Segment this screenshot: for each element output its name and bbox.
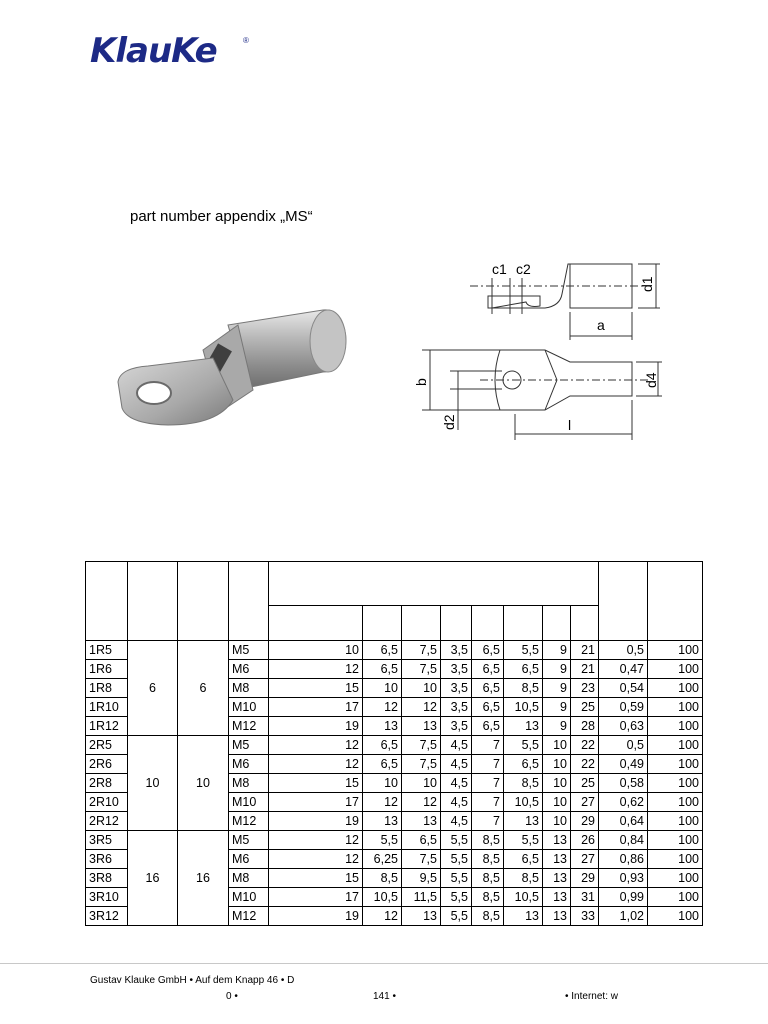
table-cell: 2R6	[86, 755, 128, 774]
table-cell: 10,5	[504, 793, 543, 812]
table-cell: 7,5	[402, 755, 441, 774]
table-cell: 10	[128, 736, 178, 831]
table-cell: M6	[229, 755, 269, 774]
table-cell: 10,5	[363, 888, 402, 907]
table-cell: 6,5	[472, 641, 504, 660]
table-cell: 7,5	[402, 736, 441, 755]
table-cell: 27	[571, 850, 599, 869]
table-cell: 3,5	[441, 641, 472, 660]
table-cell: 5,5	[441, 888, 472, 907]
header-cell	[86, 562, 128, 641]
table-cell: 0,93	[599, 869, 648, 888]
table-cell: 1R6	[86, 660, 128, 679]
table-cell: 5,5	[363, 831, 402, 850]
table-cell: 100	[648, 717, 703, 736]
table-cell: 13	[543, 869, 571, 888]
table-cell: 12	[363, 793, 402, 812]
header-cell	[543, 606, 571, 641]
table-cell: 33	[571, 907, 599, 926]
table-cell: 8,5	[472, 888, 504, 907]
table-cell: 100	[648, 888, 703, 907]
table-cell: M10	[229, 888, 269, 907]
table-cell: M10	[229, 698, 269, 717]
table-cell: 1R10	[86, 698, 128, 717]
table-cell: 6,5	[504, 850, 543, 869]
table-cell: 6	[178, 641, 229, 736]
table-cell: 0,62	[599, 793, 648, 812]
table-cell: 10	[269, 641, 363, 660]
table-cell: 1R12	[86, 717, 128, 736]
table-cell: 10,5	[504, 888, 543, 907]
table-cell: 10	[543, 812, 571, 831]
table-cell: M5	[229, 641, 269, 660]
table-cell: 13	[363, 812, 402, 831]
header-cell	[128, 562, 178, 641]
table-cell: 13	[543, 831, 571, 850]
table-cell: 0,86	[599, 850, 648, 869]
table-cell: 9	[543, 717, 571, 736]
table-cell: 31	[571, 888, 599, 907]
table-row	[86, 641, 703, 660]
table-cell: 12	[402, 698, 441, 717]
table-cell: 6,5	[402, 831, 441, 850]
table-cell: 3R10	[86, 888, 128, 907]
table-cell: 19	[269, 717, 363, 736]
header-cell	[178, 562, 229, 641]
footer-fragment-1: 0 •	[226, 991, 238, 1002]
table-cell: 5,5	[504, 641, 543, 660]
table-cell: 7	[472, 793, 504, 812]
table-cell: M5	[229, 736, 269, 755]
brand-name: KlauKe	[90, 31, 217, 71]
table-cell: 100	[648, 641, 703, 660]
table-cell: 6,5	[363, 641, 402, 660]
table-cell: 8,5	[472, 850, 504, 869]
table-cell: 6,5	[472, 660, 504, 679]
table-cell: 17	[269, 888, 363, 907]
header-cell	[472, 606, 504, 641]
header-cell	[504, 606, 543, 641]
part-number-appendix: part number appendix „MS“	[130, 208, 313, 225]
label-a: a	[597, 317, 605, 333]
table-cell: 0,59	[599, 698, 648, 717]
table-cell: 7	[472, 755, 504, 774]
table-cell: 22	[571, 736, 599, 755]
table-cell: 6,5	[363, 660, 402, 679]
table-cell: 23	[571, 679, 599, 698]
table-cell: 10,5	[504, 698, 543, 717]
table-cell: 100	[648, 679, 703, 698]
table-cell: 5,5	[441, 869, 472, 888]
header-cell	[599, 562, 648, 641]
label-d4: d4	[643, 372, 659, 388]
table-cell: M5	[229, 831, 269, 850]
table-cell: 13	[402, 812, 441, 831]
table-cell: 15	[269, 869, 363, 888]
table-cell: 25	[571, 698, 599, 717]
table-cell: 16	[128, 831, 178, 926]
table-cell: 8,5	[504, 679, 543, 698]
footer-page-number: 141 •	[373, 991, 396, 1002]
label-c1: c1	[492, 261, 507, 277]
footer-internet: • Internet: w	[565, 991, 618, 1002]
table-cell: 12	[402, 793, 441, 812]
table-cell: 3R6	[86, 850, 128, 869]
table-cell: 10	[363, 679, 402, 698]
table-cell: 13	[402, 907, 441, 926]
table-cell: 7	[472, 812, 504, 831]
table-cell: 100	[648, 755, 703, 774]
table-header-row	[86, 562, 703, 606]
table-cell: 100	[648, 850, 703, 869]
table-cell: 100	[648, 907, 703, 926]
table-cell: 0,84	[599, 831, 648, 850]
table-cell: 1R5	[86, 641, 128, 660]
table-cell: 12	[269, 831, 363, 850]
table-cell: 8,5	[472, 907, 504, 926]
table-cell: 6,25	[363, 850, 402, 869]
table-cell: 5,5	[441, 850, 472, 869]
label-l: l	[568, 417, 572, 433]
label-b: b	[413, 378, 429, 386]
table-cell: 0,64	[599, 812, 648, 831]
table-cell: 3R5	[86, 831, 128, 850]
table-cell: 10	[363, 774, 402, 793]
table-cell: 19	[269, 812, 363, 831]
table-cell: 8,5	[504, 869, 543, 888]
table-cell: 6,5	[363, 755, 402, 774]
cable-lug-photo	[108, 300, 358, 450]
table-cell: M12	[229, 812, 269, 831]
dimension-drawing	[410, 250, 670, 450]
header-cell	[571, 606, 599, 641]
table-cell: 10	[543, 736, 571, 755]
table-cell: 4,5	[441, 755, 472, 774]
footer-divider	[0, 963, 768, 964]
table-cell: 13	[504, 717, 543, 736]
label-d1: d1	[639, 276, 655, 292]
table-cell: 21	[571, 660, 599, 679]
table-cell: 25	[571, 774, 599, 793]
table-cell: 0,5	[599, 641, 648, 660]
table-cell: 6,5	[472, 717, 504, 736]
header-cell	[441, 606, 472, 641]
table-cell: 12	[363, 907, 402, 926]
table-cell: 27	[571, 793, 599, 812]
table-cell: 9	[543, 641, 571, 660]
table-cell: 100	[648, 793, 703, 812]
table-cell: 13	[402, 717, 441, 736]
dimensions-header-cell	[269, 562, 599, 606]
table-cell: 0,58	[599, 774, 648, 793]
klauke-logo	[90, 30, 260, 72]
table-cell: 7	[472, 774, 504, 793]
table-cell: 1R8	[86, 679, 128, 698]
table-cell: 7,5	[402, 660, 441, 679]
table-cell: 7	[472, 736, 504, 755]
table-cell: 9	[543, 660, 571, 679]
table-cell: M12	[229, 717, 269, 736]
table-cell: 8,5	[504, 774, 543, 793]
table-cell: M6	[229, 850, 269, 869]
table-cell: 0,5	[599, 736, 648, 755]
table-cell: 6,5	[472, 679, 504, 698]
table-cell: 2R12	[86, 812, 128, 831]
table-cell: 4,5	[441, 793, 472, 812]
table-cell: 100	[648, 774, 703, 793]
table-cell: 0,99	[599, 888, 648, 907]
table-cell: 12	[269, 755, 363, 774]
table-cell: 15	[269, 679, 363, 698]
header-cell	[402, 606, 441, 641]
table-cell: 10	[402, 679, 441, 698]
table-cell: 1,02	[599, 907, 648, 926]
table-cell: 6	[128, 641, 178, 736]
table-cell: 5,5	[504, 736, 543, 755]
label-d2: d2	[441, 414, 457, 430]
table-cell: 17	[269, 793, 363, 812]
table-cell: 19	[269, 907, 363, 926]
specification-table	[85, 561, 703, 926]
header-cell	[648, 562, 703, 641]
table-cell: 100	[648, 736, 703, 755]
table-cell: M8	[229, 869, 269, 888]
table-cell: 21	[571, 641, 599, 660]
table-cell: 16	[178, 831, 229, 926]
table-cell: 7,5	[402, 641, 441, 660]
table-cell: 0,63	[599, 717, 648, 736]
table-cell: 6,5	[472, 698, 504, 717]
table-cell: 22	[571, 755, 599, 774]
table-cell: 13	[504, 812, 543, 831]
table-cell: 0,54	[599, 679, 648, 698]
table-cell: 2R10	[86, 793, 128, 812]
table-cell: 3,5	[441, 698, 472, 717]
table-cell: 13	[543, 888, 571, 907]
table-cell: 100	[648, 831, 703, 850]
table-cell: 9	[543, 698, 571, 717]
table-cell: 100	[648, 869, 703, 888]
table-cell: 13	[543, 850, 571, 869]
table-cell: 28	[571, 717, 599, 736]
table-cell: 13	[543, 907, 571, 926]
table-cell: 0,49	[599, 755, 648, 774]
table-cell: 0,47	[599, 660, 648, 679]
table-cell: 10	[178, 736, 229, 831]
table-cell: 10	[543, 755, 571, 774]
table-cell: 13	[504, 907, 543, 926]
table-cell: 12	[363, 698, 402, 717]
table-cell: 26	[571, 831, 599, 850]
table-cell: 4,5	[441, 736, 472, 755]
table-row	[86, 831, 703, 850]
table-cell: 12	[269, 850, 363, 869]
table-cell: 13	[363, 717, 402, 736]
table-cell: 5,5	[441, 907, 472, 926]
table-cell: 6,5	[504, 660, 543, 679]
header-cell	[363, 606, 402, 641]
table-cell: 7,5	[402, 850, 441, 869]
table-cell: 9,5	[402, 869, 441, 888]
table-cell: 3R8	[86, 869, 128, 888]
table-cell: M8	[229, 679, 269, 698]
table-cell: 8,5	[472, 831, 504, 850]
table-cell: 4,5	[441, 812, 472, 831]
table-cell: 6,5	[504, 755, 543, 774]
table-cell: 5,5	[441, 831, 472, 850]
table-cell: 3,5	[441, 660, 472, 679]
table-cell: 15	[269, 774, 363, 793]
table-cell: 29	[571, 812, 599, 831]
table-cell: M6	[229, 660, 269, 679]
table-cell: 3R12	[86, 907, 128, 926]
header-cell	[229, 562, 269, 641]
footer-address: Gustav Klauke GmbH • Auf dem Knapp 46 • D	[90, 975, 295, 986]
table-cell: 11,5	[402, 888, 441, 907]
table-cell: 3,5	[441, 717, 472, 736]
table-cell: 5,5	[504, 831, 543, 850]
table-cell: 100	[648, 812, 703, 831]
table-cell: M8	[229, 774, 269, 793]
label-c2: c2	[516, 261, 531, 277]
table-cell: 29	[571, 869, 599, 888]
table-cell: 9	[543, 679, 571, 698]
table-cell: M10	[229, 793, 269, 812]
table-cell: 8,5	[472, 869, 504, 888]
table-cell: 100	[648, 698, 703, 717]
table-row	[86, 736, 703, 755]
table-cell: 12	[269, 660, 363, 679]
table-cell: 10	[543, 793, 571, 812]
table-cell: M12	[229, 907, 269, 926]
table-cell: 10	[402, 774, 441, 793]
table-cell: 4,5	[441, 774, 472, 793]
registered-mark: ®	[243, 36, 249, 45]
table-cell: 12	[269, 736, 363, 755]
table-cell: 3,5	[441, 679, 472, 698]
table-cell: 100	[648, 660, 703, 679]
header-cell	[269, 606, 363, 641]
table-cell: 8,5	[363, 869, 402, 888]
table-cell: 2R8	[86, 774, 128, 793]
table-cell: 10	[543, 774, 571, 793]
table-cell: 6,5	[363, 736, 402, 755]
table-cell: 17	[269, 698, 363, 717]
table-cell: 2R5	[86, 736, 128, 755]
